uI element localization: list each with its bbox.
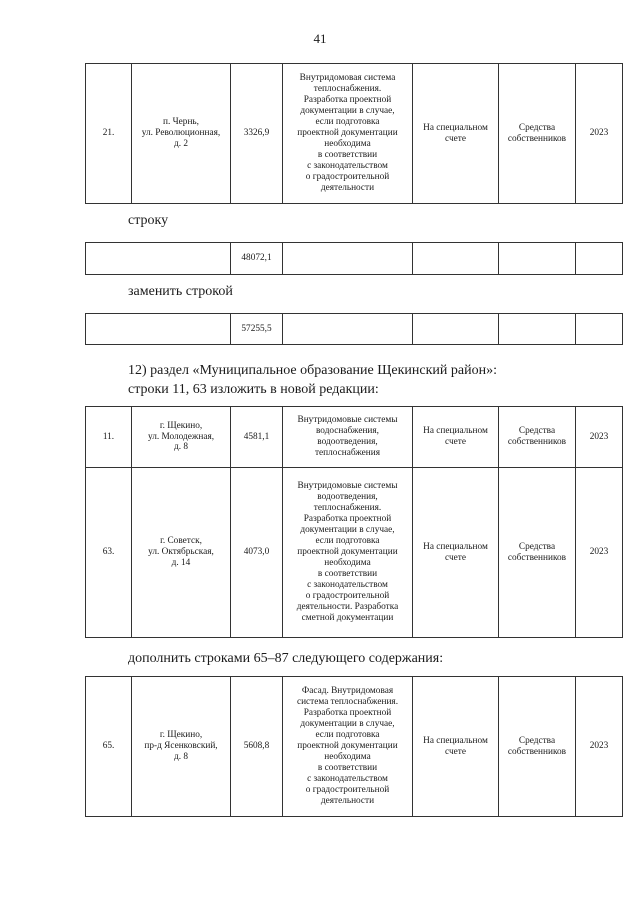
empty-cell xyxy=(86,314,231,345)
account-cell: На специальном счете xyxy=(413,468,499,638)
row-number: 65. xyxy=(86,677,132,817)
empty-cell xyxy=(576,243,623,275)
year-cell: 2023 xyxy=(576,468,623,638)
work-cell: Внутридомовые системы водоснабжения, водоотведения, теплоснабжения xyxy=(283,407,413,468)
area-total-cell: 48072,1 xyxy=(231,243,283,275)
section-heading-line1: 12) раздел «Муниципальное образование Щекинский район»: xyxy=(128,363,497,378)
text-zamenit: заменить строкой xyxy=(128,284,233,299)
table-row-21 xyxy=(85,63,623,204)
table-row xyxy=(86,677,623,817)
area-cell: 5608,8 xyxy=(231,677,283,817)
area-cell: 3326,9 xyxy=(231,64,283,204)
year-cell: 2023 xyxy=(576,407,623,468)
table-row xyxy=(86,468,623,638)
section-heading-line2: строки 11, 63 изложить в новой редакции: xyxy=(128,382,379,397)
row-number: 21. xyxy=(86,64,132,204)
table-row-total-new xyxy=(85,313,623,345)
table-row xyxy=(86,243,623,275)
table-row-65 xyxy=(85,676,623,817)
empty-cell xyxy=(576,314,623,345)
table-row xyxy=(86,64,623,204)
table-row xyxy=(86,314,623,345)
address-cell: г. Щекино, пр-д Ясенковский, д. 8 xyxy=(132,677,231,817)
address-cell: п. Чернь, ул. Революционная, д. 2 xyxy=(132,64,231,204)
text-stroku: строку xyxy=(128,213,169,228)
empty-cell xyxy=(283,243,413,275)
area-cell: 4581,1 xyxy=(231,407,283,468)
row-number: 11. xyxy=(86,407,132,468)
empty-cell xyxy=(413,314,499,345)
table-row xyxy=(86,407,623,468)
account-cell: На специальном счете xyxy=(413,64,499,204)
year-cell: 2023 xyxy=(576,677,623,817)
source-cell: Средства собственников xyxy=(499,407,576,468)
table-rows-11-63 xyxy=(85,406,623,638)
source-cell: Средства собственников xyxy=(499,677,576,817)
account-cell: На специальном счете xyxy=(413,407,499,468)
empty-cell xyxy=(499,314,576,345)
empty-cell xyxy=(283,314,413,345)
empty-cell xyxy=(413,243,499,275)
address-cell: г. Советск, ул. Октябрьская, д. 14 xyxy=(132,468,231,638)
address-cell: г. Щекино, ул. Молодежная, д. 8 xyxy=(132,407,231,468)
empty-cell xyxy=(86,243,231,275)
row-number: 63. xyxy=(86,468,132,638)
page-number: 41 xyxy=(313,31,327,46)
empty-cell xyxy=(499,243,576,275)
work-cell: Фасад. Внутридомовая система теплоснабжения. Разработка проектной документации в случае, если подготовка проектной документации необходима в соответствии с законодательством о градостроительной деятельности xyxy=(283,677,413,817)
work-cell: Внутридомовые системы водоотведения, теплоснабжения. Разработка проектной документации в случае, если подготовка проектной документации необходима в соответствии с законодательством о градостроительной деятельности. Разработка сметной документации xyxy=(283,468,413,638)
table-row-total-old xyxy=(85,242,623,275)
text-dopolnit: дополнить строками 65–87 следующего содержания: xyxy=(128,651,444,666)
area-total-cell: 57255,5 xyxy=(231,314,283,345)
area-cell: 4073,0 xyxy=(231,468,283,638)
year-cell: 2023 xyxy=(576,64,623,204)
source-cell: Средства собственников xyxy=(499,468,576,638)
work-cell: Внутридомовая система теплоснабжения. Разработка проектной документации в случае, если подготовка проектной документации необходима в соответствии с законодательством о градостроительной деятельности xyxy=(283,64,413,204)
source-cell: Средства собственников xyxy=(499,64,576,204)
account-cell: На специальном счете xyxy=(413,677,499,817)
